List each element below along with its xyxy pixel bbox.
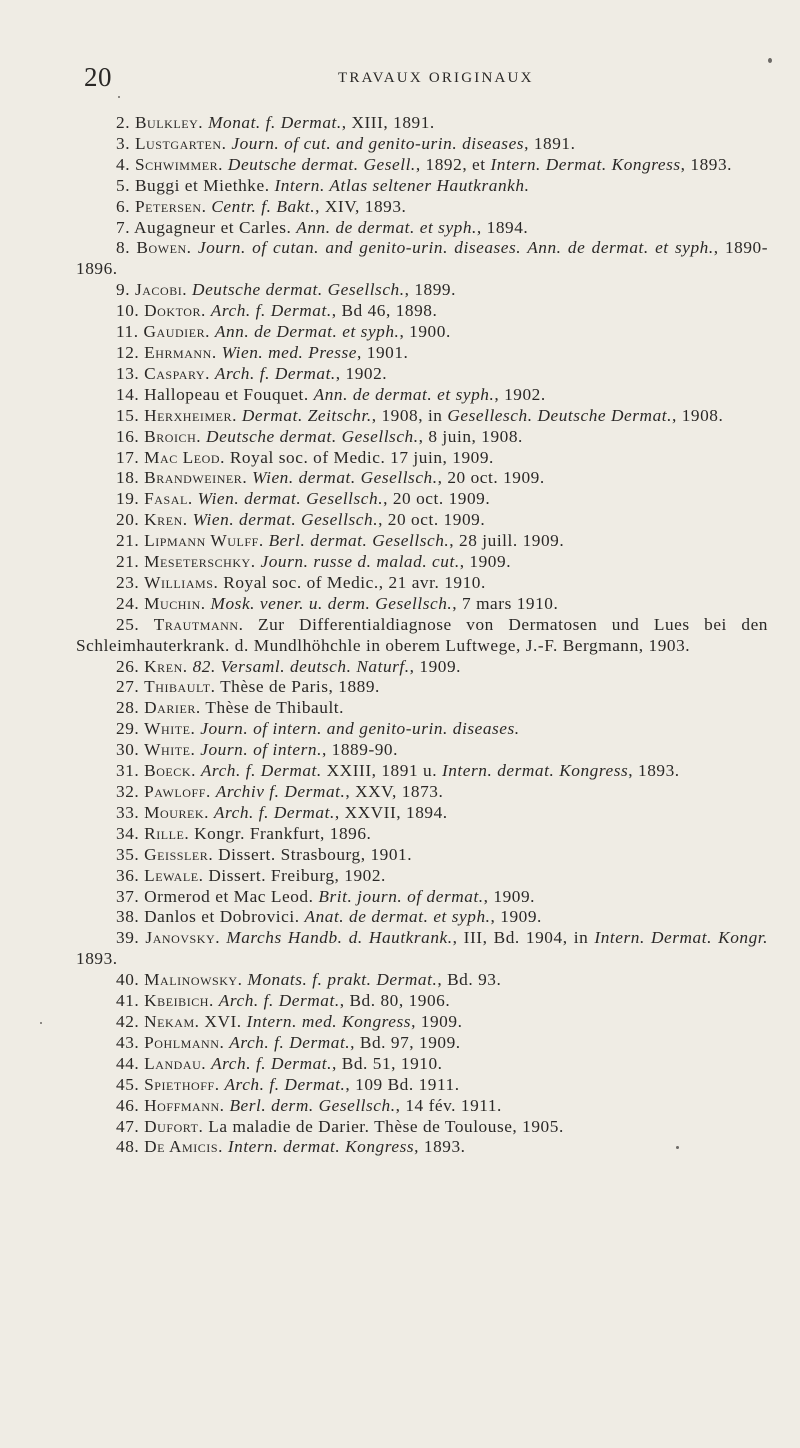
reference-number: 36.: [116, 865, 145, 885]
reference-text: Hallopeau et Fouquet.: [144, 384, 314, 404]
reference-text: , Bd. 93.: [437, 970, 502, 990]
reference-author: Williams.: [144, 572, 219, 592]
reference-entry: [76, 573, 768, 594]
reference-number: 32.: [116, 782, 145, 801]
reference-title: Ann. de dermat. et syph.: [313, 384, 495, 404]
reference-number: 4.: [116, 154, 135, 174]
reference-entry: [76, 719, 768, 740]
reference-number: 3.: [116, 133, 135, 153]
reference-author: Herxheimer.: [144, 405, 237, 425]
reference-author: Jacobi.: [134, 280, 188, 300]
reference-number: 5.: [116, 175, 135, 195]
reference-entry: [76, 677, 768, 698]
reference-entry: [76, 134, 768, 155]
reference-author: Landau.: [144, 1053, 207, 1073]
reference-entry: [76, 928, 768, 970]
reference-entry: [76, 615, 768, 657]
reference-entry: [76, 364, 768, 385]
reference-title: Marchs Handb. d. Hautkrank.: [226, 928, 453, 948]
reference-title: Deutsche dermat. Gesellsch.: [206, 426, 419, 446]
reference-text: , XIII, 1891.: [341, 113, 435, 132]
reference-title: Ann. de Dermat. et syph.: [214, 322, 400, 342]
reference-text: , 1901.: [357, 342, 409, 362]
reference-entry: [76, 907, 768, 928]
reference-title: Journ. of intern.: [200, 740, 322, 760]
reference-title: Intern. Atlas seltener Hautkrankh.: [274, 175, 530, 195]
reference-title: Mosk. vener. u. derm. Gesellsch.: [210, 593, 453, 613]
reference-entry: [76, 468, 768, 489]
reference-text: La maladie de Darier. Thèse de Toulouse, 1905.: [203, 1116, 564, 1136]
reference-text: Dissert. Freiburg, 1902.: [203, 865, 386, 885]
reference-entry: [76, 782, 768, 803]
reference-text: 1893.: [76, 949, 118, 969]
reference-author: Lustgarten.: [134, 133, 227, 153]
reference-text: , 1909.: [409, 656, 462, 676]
reference-title: Monat. f. Dermat.: [208, 113, 342, 132]
reference-number: 6.: [116, 196, 135, 216]
running-head: TRAVAUX ORIGINAUX: [338, 70, 534, 86]
reference-number: 47.: [116, 1116, 145, 1136]
reference-text: Thèse de Thibault.: [200, 698, 345, 718]
reference-title: 82. Versaml. deutsch. Naturf.: [192, 656, 410, 676]
reference-title: Wien. dermat. Gesellsch.: [252, 468, 438, 488]
reference-number: 44.: [116, 1053, 145, 1073]
reference-entry: [76, 448, 768, 469]
reference-text: XVI.: [199, 1011, 247, 1031]
reference-entry: [76, 218, 768, 239]
reference-author: Pohlmann.: [144, 1032, 225, 1052]
reference-text: , 1909.: [411, 1011, 463, 1031]
reference-title: Anat. de dermat. et syph.: [304, 907, 491, 927]
reference-author: Ehrmann.: [144, 342, 217, 362]
reference-number: 8.: [116, 238, 137, 258]
reference-entry: [76, 385, 768, 406]
reference-author: Boeck.: [144, 761, 196, 781]
reference-entry: [76, 238, 768, 280]
reference-title: Arch. f. Dermat.: [210, 301, 332, 321]
reference-entry: [76, 698, 768, 719]
reference-number: 39.: [116, 928, 146, 948]
reference-text: Dissert. Strasbourg, 1901.: [213, 844, 413, 864]
reference-number: 33.: [116, 802, 145, 822]
reference-entry: [76, 1096, 768, 1117]
reference-entry: [76, 1012, 768, 1033]
reference-text: Augagneur et Carles.: [133, 217, 297, 237]
reference-text: , 1892, et: [415, 154, 491, 174]
reference-text: , 14 fév. 1911.: [395, 1095, 502, 1115]
reference-text: , 1908.: [672, 405, 724, 425]
reference-number: 48.: [116, 1137, 145, 1157]
reference-title: Berl. derm. Gesellsch.: [229, 1095, 396, 1115]
reference-author: Lewale.: [144, 865, 204, 885]
reference-author: Janovsky.: [145, 928, 221, 948]
reference-number: 10.: [116, 301, 145, 321]
reference-author: Caspary.: [144, 363, 210, 383]
reference-text: , 1893.: [628, 761, 680, 781]
reference-entry: [76, 991, 768, 1012]
reference-title: Dermat. Zeitschr.: [241, 405, 372, 425]
reference-title: Centr. f. Bakt.: [211, 196, 316, 216]
reference-text: , 109 Bd. 1911.: [345, 1074, 460, 1094]
reference-text: XXIII, 1891 u.: [321, 761, 442, 781]
reference-author: Muchin.: [144, 593, 206, 613]
reference-entry: [76, 427, 768, 448]
reference-author: Kbeibich.: [144, 991, 214, 1011]
reference-entry: [76, 280, 768, 301]
reference-number: 13.: [116, 363, 145, 383]
reference-entry: [76, 322, 768, 343]
reference-author: Meseterschky.: [144, 552, 256, 572]
scan-speck: [676, 1146, 679, 1149]
reference-text: , XIV, 1893.: [315, 196, 407, 216]
reference-author: Petersen.: [134, 196, 207, 216]
reference-text: , 1894.: [476, 217, 529, 237]
reference-entry: [76, 113, 768, 134]
reference-number: 29.: [116, 719, 145, 739]
reference-title: Intern. Dermat. Kongr.: [594, 928, 768, 948]
reference-number: 16.: [116, 426, 145, 446]
reference-text: , 1900.: [399, 322, 451, 342]
reference-title: Arch. f. Dermat.: [211, 1053, 333, 1073]
reference-entry: [76, 887, 768, 908]
reference-text: , 20 oct. 1909.: [437, 468, 545, 488]
scan-speck: [40, 1022, 42, 1024]
reference-entry: [76, 657, 768, 678]
reference-text: , 1891.: [524, 133, 576, 153]
reference-author: Bulkley.: [134, 113, 204, 132]
reference-entry: [76, 176, 768, 197]
reference-number: 21.: [116, 552, 145, 572]
reference-number: 2.: [116, 113, 135, 132]
reference-title: Deutsche dermat. Gesell.: [227, 154, 416, 174]
reference-number: 42.: [116, 1011, 145, 1031]
reference-author: Mourek.: [144, 802, 209, 822]
reference-number: 26.: [116, 656, 145, 676]
reference-text: , 28 juill. 1909.: [449, 531, 565, 551]
reference-title: Deutsche dermat. Gesellsch.: [192, 280, 405, 300]
reference-author: Trautmann.: [153, 614, 244, 634]
reference-author: Pawloff.: [144, 782, 211, 801]
reference-title: Berl. dermat. Gesellsch.: [268, 531, 450, 551]
reference-title: Journ. of intern. and genito-urin. diseases.: [200, 719, 520, 739]
reference-list: [76, 113, 768, 1158]
reference-text: , XXVII, 1894.: [334, 802, 448, 822]
reference-number: 18.: [116, 468, 145, 488]
reference-title: Gesellesch. Deutsche Dermat.: [447, 405, 672, 425]
reference-entry: [76, 531, 768, 552]
reference-text: , Bd. 80, 1906.: [339, 991, 451, 1011]
reference-number: 31.: [116, 761, 145, 781]
reference-author: Schwimmer.: [134, 154, 224, 174]
reference-text: , 1909.: [483, 886, 536, 906]
reference-title: Intern. med. Kongress: [246, 1011, 412, 1031]
reference-entry: [76, 866, 768, 887]
reference-number: 35.: [116, 844, 145, 864]
reference-author: Mac Leod.: [144, 447, 225, 467]
reference-number: 20.: [116, 510, 145, 530]
reference-title: Wien. med. Presse: [221, 342, 358, 362]
reference-entry: [76, 197, 768, 218]
reference-title: Journ. of cut. and genito-urin. diseases: [231, 133, 525, 153]
reference-author: De Amicis.: [144, 1137, 223, 1157]
reference-entry: [76, 1137, 768, 1158]
reference-title: Arch. f. Dermat.: [224, 1074, 346, 1094]
reference-text: , 8 juin, 1908.: [418, 426, 523, 446]
reference-author: Doktor.: [144, 301, 206, 321]
reference-text: Buggi et Miethke.: [134, 175, 275, 195]
reference-number: 28.: [116, 698, 145, 718]
reference-title: Intern. dermat. Kongress: [441, 761, 629, 781]
reference-author: Geissler.: [144, 844, 214, 864]
reference-author: Broich.: [144, 426, 202, 446]
reference-number: 27.: [116, 677, 145, 697]
reference-title: Wien. dermat. Gesellsch.: [197, 489, 384, 509]
reference-text: Zur Differentialdiagnose von Dermatosen und Lues bei den Schleimhauterkrank. d. Mundlhöhchle in oberem Luftwege, J.-F. Bergmann, 1903.: [76, 614, 769, 655]
reference-text: , 20 oct. 1909.: [378, 510, 486, 530]
reference-number: 19.: [116, 489, 145, 509]
scan-speck: [118, 96, 120, 98]
reference-entry: [76, 406, 768, 427]
reference-title: Arch. f. Dermat.: [218, 991, 340, 1011]
reference-number: 21.: [116, 531, 145, 551]
reference-text: , 1893.: [680, 154, 733, 174]
reference-text: , 7 mars 1910.: [452, 593, 559, 613]
reference-title: Brit. journ. of dermat.: [318, 886, 484, 906]
reference-title: Ann. de dermat. et syph.: [296, 217, 477, 237]
reference-entry: [76, 489, 768, 510]
reference-text: Thèse de Paris, 1889.: [215, 677, 380, 697]
reference-text: , 1899.: [404, 280, 456, 300]
page-number: 20: [84, 62, 112, 92]
reference-text: , 1889-90.: [321, 740, 398, 760]
reference-title: Arch. f. Dermat.: [200, 761, 322, 781]
reference-number: 30.: [116, 740, 145, 760]
reference-title: Journ. russe d. malad. cut.: [260, 552, 460, 572]
reference-author: White.: [144, 719, 196, 739]
reference-text: , XXV, 1873.: [345, 782, 444, 801]
reference-author: White.: [144, 740, 196, 760]
reference-text: Danlos et Dobrovici.: [144, 907, 305, 927]
reference-number: 38.: [116, 907, 145, 927]
reference-author: Kren.: [144, 510, 188, 530]
reference-text: , 1902.: [335, 363, 388, 383]
reference-entry: [76, 301, 768, 322]
reference-text: , 20 oct. 1909.: [383, 489, 491, 509]
reference-text: Royal soc. of Medic., 21 avr. 1910.: [218, 572, 486, 592]
reference-entry: [76, 740, 768, 761]
reference-author: Hoffmann.: [144, 1095, 225, 1115]
reference-entry: [76, 155, 768, 176]
reference-text: , 1909.: [490, 907, 542, 927]
reference-number: 9.: [116, 280, 135, 300]
reference-author: Nekam.: [144, 1011, 200, 1031]
reference-title: Intern. Dermat. Kongress: [490, 154, 681, 174]
reference-author: Gaudier.: [143, 322, 211, 342]
reference-text: , III, Bd. 1904, in: [452, 928, 595, 948]
reference-author: Rille.: [144, 823, 190, 843]
reference-author: Dufort.: [144, 1116, 204, 1136]
reference-author: Spiethoff.: [144, 1074, 220, 1094]
reference-text: , 1893.: [414, 1137, 466, 1157]
reference-entry: [76, 824, 768, 845]
reference-title: Journ. of cutan. and genito-urin. diseases. Ann. de dermat. et syph.: [197, 238, 714, 258]
reference-entry: [76, 845, 768, 866]
reference-number: 45.: [116, 1074, 145, 1094]
reference-author: Lipmann Wulff.: [144, 531, 264, 551]
reference-title: Archiv f. Dermat.: [215, 782, 346, 801]
reference-author: Bowen.: [136, 238, 192, 258]
reference-text: , Bd 46, 1898.: [331, 301, 438, 321]
page-header: [80, 58, 740, 98]
reference-number: 34.: [116, 823, 145, 843]
reference-text: , Bd. 97, 1909.: [350, 1032, 461, 1052]
reference-number: 11.: [116, 322, 144, 342]
reference-title: Wien. dermat. Gesellsch.: [192, 510, 379, 530]
reference-title: Arch. f. Dermat.: [214, 363, 336, 383]
reference-entry: [76, 1075, 768, 1096]
reference-entry: [76, 970, 768, 991]
reference-title: Monats. f. prakt. Dermat.: [247, 970, 438, 990]
reference-number: 37.: [116, 886, 145, 906]
reference-entry: [76, 594, 768, 615]
reference-number: 17.: [116, 447, 145, 467]
reference-number: 7.: [116, 217, 134, 237]
reference-author: Kren.: [144, 656, 188, 676]
reference-text: Kongr. Frankfurt, 1896.: [189, 823, 372, 843]
reference-text: , 1902.: [494, 384, 546, 404]
reference-title: Intern. dermat. Kongress: [227, 1137, 415, 1157]
reference-number: 40.: [116, 970, 145, 990]
reference-number: 15.: [116, 405, 145, 425]
reference-number: 12.: [116, 342, 145, 362]
reference-author: Malinowsky.: [144, 970, 243, 990]
reference-entry: [76, 343, 768, 364]
reference-text: , 1890-1896.: [76, 238, 769, 279]
reference-author: Darier.: [144, 698, 201, 718]
reference-entry: [76, 803, 768, 824]
reference-number: 23.: [116, 572, 145, 592]
reference-author: Brandweiner.: [144, 468, 248, 488]
reference-entry: [76, 510, 768, 531]
reference-author: Fasal.: [144, 489, 193, 509]
reference-entry: [76, 1054, 768, 1075]
reference-text: Ormerod et Mac Leod.: [144, 886, 319, 906]
reference-author: Thibault.: [144, 677, 216, 697]
reference-number: 43.: [116, 1032, 145, 1052]
reference-entry: [76, 1033, 768, 1054]
reference-text: , Bd. 51, 1910.: [332, 1053, 443, 1073]
reference-number: 24.: [116, 593, 145, 613]
reference-entry: [76, 761, 768, 782]
scan-speck: [768, 58, 772, 63]
reference-title: Arch. f. Dermat.: [229, 1032, 351, 1052]
reference-text: , 1908, in: [371, 405, 448, 425]
reference-number: 25.: [116, 614, 154, 634]
reference-text: Royal soc. of Medic. 17 juin, 1909.: [224, 447, 494, 467]
reference-number: 14.: [116, 384, 145, 404]
reference-number: 41.: [116, 991, 145, 1011]
reference-title: Arch. f. Dermat.: [213, 802, 335, 822]
reference-entry: [76, 552, 768, 573]
reference-entry: [76, 1117, 768, 1138]
reference-number: 46.: [116, 1095, 145, 1115]
reference-text: , 1909.: [459, 552, 512, 572]
